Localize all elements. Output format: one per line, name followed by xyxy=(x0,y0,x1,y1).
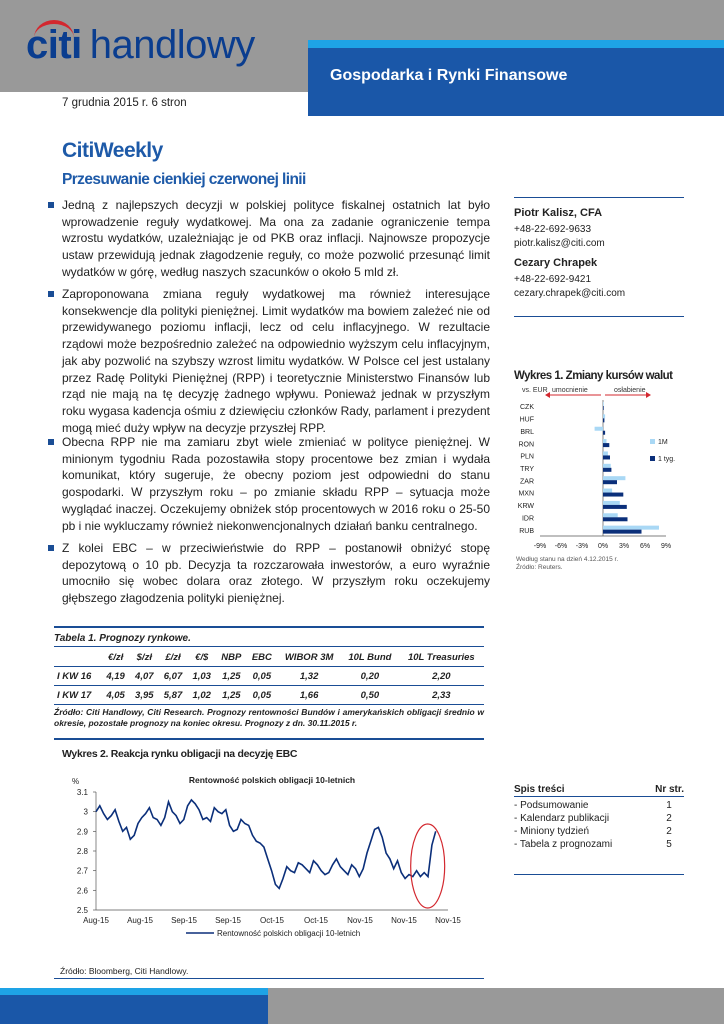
bond-x-tick: Oct-15 xyxy=(303,916,329,925)
publication-title: CitiWeekly xyxy=(62,139,163,162)
fx-legend-swatch xyxy=(650,456,655,461)
fx-bar xyxy=(603,406,604,410)
bond-y-tick: 2.9 xyxy=(76,827,88,837)
fx-bar xyxy=(603,414,605,418)
fx-bar xyxy=(603,530,642,534)
table-header-row: €/zł $/zł £/zł €/$ NBP EBC WIBOR 3M 10L Bund 10L Treasuries xyxy=(107,651,475,663)
bullet-icon xyxy=(48,545,54,551)
fx-bar xyxy=(603,464,611,468)
bullet-paragraph: Obecna RPP nie ma zamiaru zbyt wiele zmieniać w polityce pieniężnej. W minionym tygodniu Rada pozostawiła stopy procentowe bez zmian i wydała komunikat, który sugeruje, że obecny poziom jest odpowiedni do stanu gospodarki. W przyszłym roku – po zmianie składu RPP – sytuacja może wyglądać inaczej. Oczekujemy obniżek stóp procentowych w 2016 roku o 25-50 pb i nie wykluczamy również niekonwencjonalnych działań banku centralnego. xyxy=(50,434,490,534)
article-subtitle: Przesuwanie cienkiej czerwonej linii xyxy=(62,171,306,188)
fx-category-label: BRL xyxy=(520,428,534,436)
bond-y-tick: 3 xyxy=(83,807,88,817)
bond-x-tick: Aug-15 xyxy=(83,916,109,925)
bond-y-tick: 2.8 xyxy=(76,847,88,856)
author-box xyxy=(514,196,684,301)
fx-category-label: HUF xyxy=(519,416,534,424)
toc-item[interactable]: - Tabela z prognozami 5 xyxy=(514,839,672,850)
fx-category-label: RON xyxy=(518,441,534,449)
fx-tick-label: -3% xyxy=(575,543,589,550)
fx-source-date: Według stanu na dzień 4.12.2015 r. xyxy=(516,556,619,563)
fx-bar xyxy=(603,513,618,517)
fx-tick-label: 6% xyxy=(639,543,651,550)
bond-y-tick: 2.5 xyxy=(76,906,88,915)
fx-category-label: PLN xyxy=(520,453,534,461)
fx-bar xyxy=(603,480,617,484)
bond-x-tick: Nov-15 xyxy=(347,916,373,925)
fx-chart-title: Wykres 1. Zmiany kursów walut xyxy=(514,370,673,382)
chart2-bottom-rule xyxy=(54,978,484,979)
fx-bar xyxy=(595,427,603,431)
author-name: Cezary Chrapek xyxy=(514,257,598,269)
toc-header: Spis treści Nr str. xyxy=(514,784,684,795)
fx-tick-label: -6% xyxy=(554,543,568,550)
bond-legend-label: Rentowność polskich obligacji 10-letnich xyxy=(217,929,361,938)
fx-category-label: IDR xyxy=(521,515,534,523)
fx-legend-swatch xyxy=(650,439,655,444)
toc-item[interactable]: - Podsumowanie 1 xyxy=(514,800,672,811)
chart2-top-rule xyxy=(54,738,484,740)
fx-arrowhead-right xyxy=(646,392,651,398)
highlight-ellipse xyxy=(411,824,445,908)
bullet-paragraph: Z kolei EBC – w przeciwieństwie do RPP – postanowił obniżyć stopę depozytową o 10 pb. Decyzja ta rozczarowała inwestorów, a euro wyraźnie umocniło się wobec dolara oraz złotego. W przyszłym roku oczekujemy głębszego złagodzenia polityki pieniężnej. xyxy=(50,540,490,607)
table-title: Tabela 1. Prognozy rynkowe. xyxy=(54,633,191,644)
bond-y-tick: 2.6 xyxy=(76,886,88,896)
bond-unit-label: % xyxy=(72,777,80,786)
fx-bar xyxy=(603,418,604,422)
table-row: I KW 17 4,05 3,95 5,87 1,02 1,25 0,05 1,66 0,50 2,33 xyxy=(54,686,484,705)
author-email[interactable]: piotr.kalisz@citi.com xyxy=(514,238,605,249)
fx-tick-label: 0% xyxy=(597,543,609,550)
bond-y-tick: 3.1 xyxy=(76,788,88,797)
bond-x-tick: Oct-15 xyxy=(259,916,285,925)
fx-bar xyxy=(603,439,607,443)
fx-bar xyxy=(603,505,627,509)
forecast-table xyxy=(54,648,484,704)
section-title: Gospodarka i Rynki Finansowe xyxy=(330,67,568,84)
fx-category-label: MXN xyxy=(518,490,534,498)
bond-x-tick: Aug-15 xyxy=(127,916,153,925)
author-phone: +48-22-692-9421 xyxy=(514,274,592,285)
fx-bar xyxy=(603,489,612,493)
bond-yield-line-chart xyxy=(56,772,476,952)
author-bottom-rule xyxy=(514,316,684,317)
toc-bottom-rule xyxy=(514,874,684,875)
section-banner xyxy=(308,40,724,116)
bullet-icon xyxy=(48,202,54,208)
fx-bar xyxy=(603,443,609,447)
fx-bar xyxy=(603,501,620,505)
bullet-paragraph: Jedną z najlepszych decyzji w polskiej polityce fiskalnej ostatnich lat było wprowadzenie reguły wydatkowej. Ma ona za zadanie ograniczenie tempa wzrostu wydatków, uzależniając je od PKB oraz inflacji. Najnowsze propozycje ustaw przewidują jednak złagodzenie reguły, co może pozwolić przesunąć limit wydatków w górę, według naszych szacunków o około 5 mld zł. xyxy=(50,197,490,281)
bond-yield-line xyxy=(96,800,436,889)
bond-y-tick: 2.7 xyxy=(76,866,88,876)
citi-handlowy-logo: citi handlowy xyxy=(26,17,255,73)
toc-item[interactable]: - Kalendarz publikacji 2 xyxy=(514,813,672,824)
fx-tick-label: 3% xyxy=(618,543,630,550)
fx-note-vs: vs. EUR xyxy=(522,387,548,394)
fx-legend-label: 1M xyxy=(658,439,668,446)
fx-bar xyxy=(603,431,605,435)
fx-bar xyxy=(603,493,623,497)
author-phone: +48-22-692-9633 xyxy=(514,224,592,235)
bond-x-tick: Sep-15 xyxy=(215,916,241,925)
bond-inner-title: Rentowność polskich obligacji 10-letnich xyxy=(188,775,356,785)
fx-bar xyxy=(603,517,628,521)
publication-date: 7 grudnia 2015 r. 6 stron xyxy=(62,97,187,109)
table-top-rule xyxy=(54,626,484,628)
fx-bar xyxy=(603,451,608,455)
bond-x-tick: Sep-15 xyxy=(171,916,197,925)
fx-bar-chart xyxy=(510,382,710,556)
table-of-contents xyxy=(514,784,684,851)
fx-note-weaken: osłabienie xyxy=(614,387,646,394)
bullet-paragraph: Zaproponowana zmiana reguły wydatkowej ma również interesujące konsekwencje dla polityki pieniężnej. Limit wydatków ma bowiem zależeć nie od przewidywanego poziomu inflacji, lecz od celu inflacyjnego. W rezultacie rządowi może bezpośrednio zależeć na odpowiednio wyższym celu inflacyjnym, jak aby pozwolić na szybszy wzrost limitu wydatków. W Polsce cel jest ustalany przez Radę Polityki Pieniężnej (RPP) i teoretycznie Ministerstwo Finansów lub rząd nie mają na tę decyzję żadnego wpływu. Ponieważ jednak w przyszłym roku wygasa kadencja ośmiu z dziewięciu członków Rady, parlament i prezydent mogą mieć duży wpływ na decyzje przyszłej RPP. xyxy=(50,286,490,436)
author-name: Piotr Kalisz, CFA xyxy=(514,207,603,219)
fx-bar xyxy=(603,526,659,530)
table-note: Źródło: Citi Handlowy, Citi Research. Prognozy rentowności Bundów i amerykańskich obligacji średnio w okresie, pozostałe prognozy na koniec okresu. Prognozy z dn. 30.11.2015 r. xyxy=(54,707,484,728)
author-email[interactable]: cezary.chrapek@citi.com xyxy=(514,288,626,299)
fx-tick-label: -9% xyxy=(533,543,547,550)
fx-source-ref: Źródło: Reuters. xyxy=(516,564,563,571)
toc-item[interactable]: - Miniony tydzień 2 xyxy=(514,826,672,837)
fx-legend-label: 1 tyg. xyxy=(658,456,676,463)
fx-category-label: TRY xyxy=(520,466,534,473)
fx-bar xyxy=(603,402,604,406)
fx-bar xyxy=(603,476,625,480)
footer-accent xyxy=(0,988,268,1024)
fx-category-label: CZK xyxy=(520,404,534,412)
bond-x-tick: Nov-15 xyxy=(391,916,417,925)
fx-chart-source xyxy=(516,556,618,572)
fx-category-label: RUB xyxy=(519,527,534,535)
bond-chart-title: Wykres 2. Reakcja rynku obligacji na decyzję EBC xyxy=(62,748,298,760)
table-header-rule xyxy=(54,646,484,647)
bullet-icon xyxy=(48,291,54,297)
table-row: I KW 16 4,19 4,07 6,07 1,03 1,25 0,05 1,32 0,20 2,20 xyxy=(54,667,484,686)
fx-bar xyxy=(603,468,611,472)
bond-chart-source: Źródło: Bloomberg, Citi Handlowy. xyxy=(60,966,189,976)
fx-bar xyxy=(603,455,610,459)
fx-category-label: KRW xyxy=(517,503,534,511)
bond-x-tick: Nov-15 xyxy=(435,916,461,925)
fx-category-label: ZAR xyxy=(520,478,534,486)
table-bottom-rule xyxy=(54,704,484,705)
fx-tick-label: 9% xyxy=(660,543,672,550)
bullet-icon xyxy=(48,439,54,445)
fx-note-strengthen: umocnienie xyxy=(552,387,588,394)
